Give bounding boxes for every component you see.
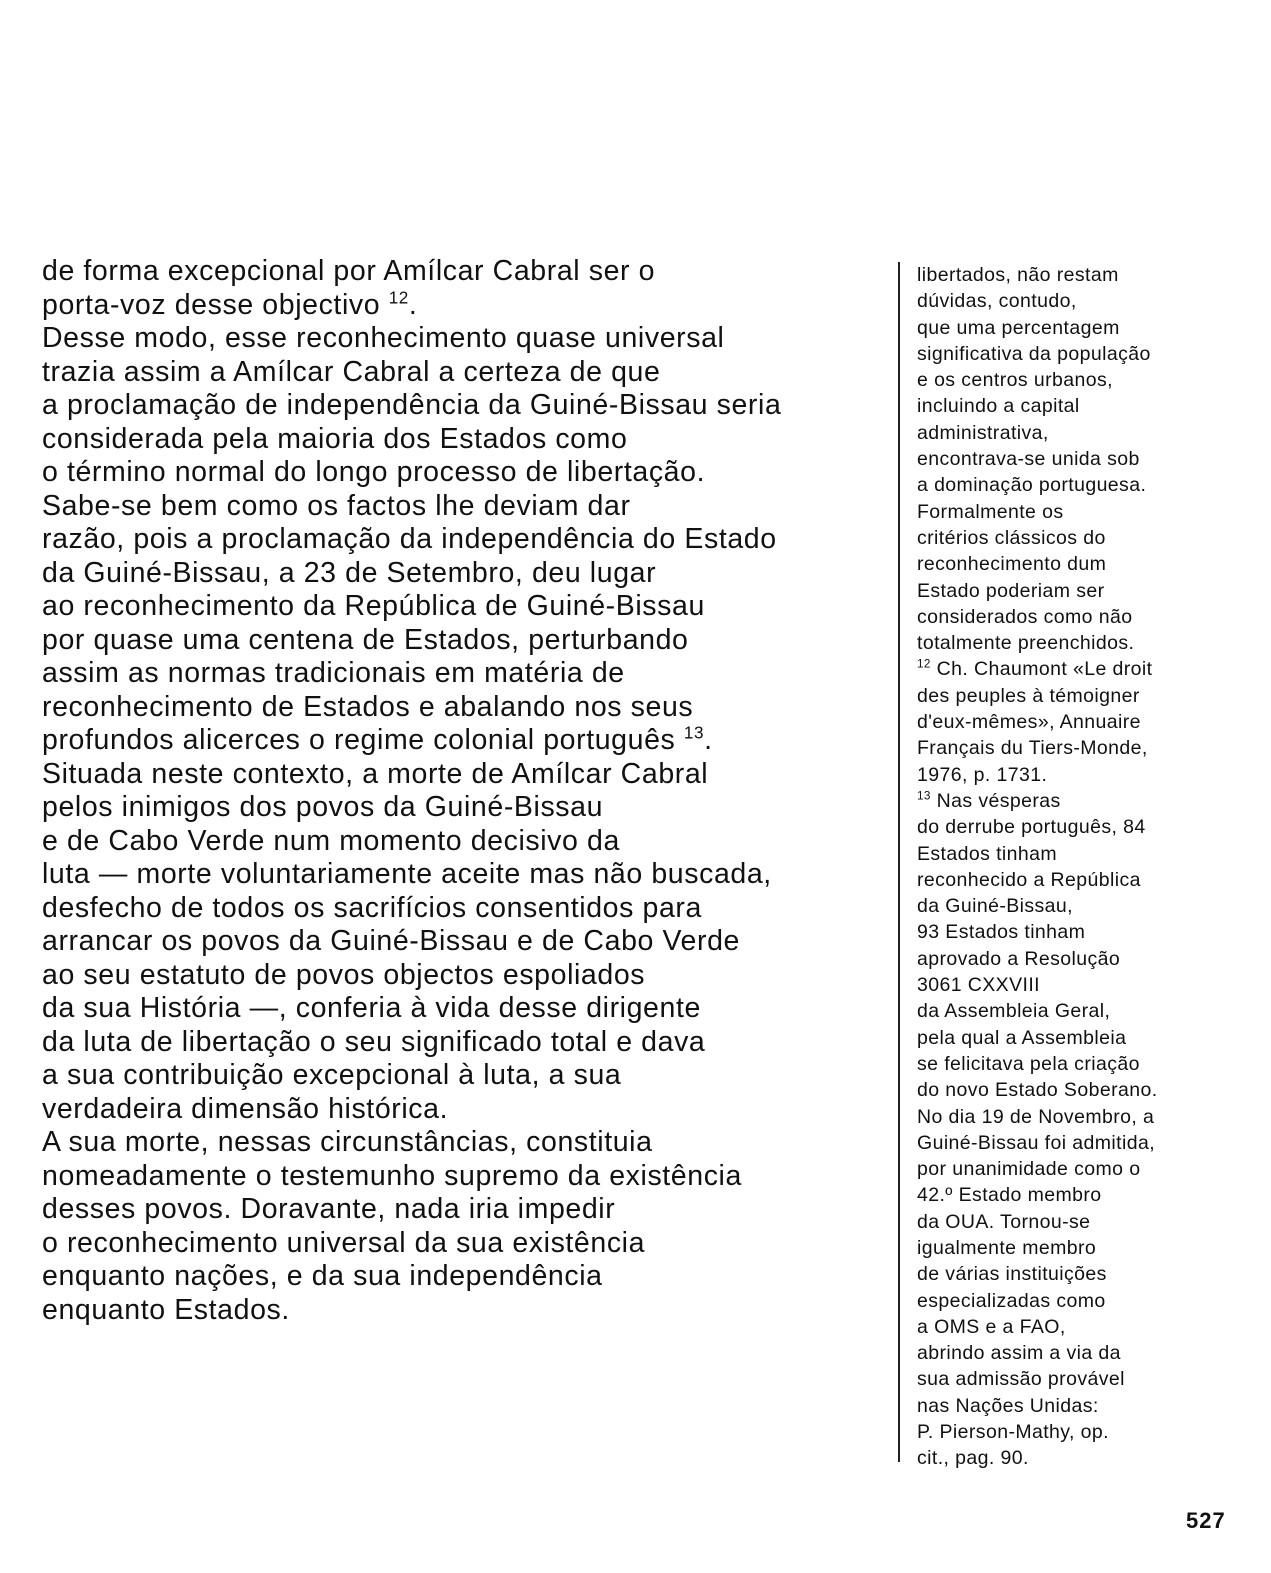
note-line: Français du Tiers-Monde, [917,737,1148,760]
text-line: pelos inimigos dos povos da Guiné-Bissau [42,791,604,823]
text-line: A sua morte, nessas circunstâncias, constituia [42,1126,653,1158]
text-line: reconhecimento de Estados e abalando nos seus [42,690,694,723]
column-divider [898,262,900,1462]
text-line: ao reconhecimento da República de Guiné-Bissau [42,590,705,622]
text-line: verdadeira dimensão histórica. [42,1092,449,1125]
note-line: des peuples à témoigner [917,684,1140,707]
note-line: encontrava-se unida sob [917,448,1140,471]
text-line: arrancar os povos da Guiné-Bissau e de Cabo Verde [42,925,740,957]
text-line: Desse modo, esse reconhecimento quase universal [42,322,725,354]
note-line: dúvidas, contudo, [917,290,1077,313]
note-line: 3061 CXXVIII [917,974,1040,997]
footnote-label-13: 13 [917,789,931,803]
footnote-ref-13: 13 [683,723,705,743]
note-line: pela qual a Assembleia [917,1026,1127,1049]
text-line: e de Cabo Verde num momento decisivo da [42,824,620,857]
text-line: enquanto nações, e da sua independência [42,1260,603,1292]
note-line: $^{13}$ Nas vésperas [917,789,1061,812]
text-line: enquanto Estados. [42,1293,290,1326]
text-line: da sua História —, conferia à vida desse dirigente [42,992,701,1024]
text-line: considerada pela maioria dos Estados como [42,422,628,455]
note-line: reconhecido a República [917,868,1141,891]
note-line: se felicitava pela criação [917,1052,1140,1075]
note-line: a dominação portuguesa. [917,474,1147,497]
text-line: desses povos. Doravante, nada iria impedir [42,1193,616,1225]
page-number: 527 [1186,1508,1226,1533]
text-line: profundos alicerces o regime colonial português $^{13}$. [42,723,713,756]
note-line: 42.º Estado membro [917,1184,1102,1207]
note-line: da Assembleia Geral, [917,1000,1111,1023]
note-line: e os centros urbanos, [917,369,1113,392]
text-line: o término normal do longo processo de libertação. [42,456,706,488]
note-line: reconhecimento dum [917,553,1107,576]
note-line: considerados como não [917,605,1133,628]
note-line: do novo Estado Soberano. [917,1079,1158,1102]
text-line: Sabe-se bem como os factos lhe deviam dar [42,489,631,522]
note-line: abrindo assim a via da [917,1342,1121,1365]
note-line: P. Pierson-Mathy, op. [917,1421,1109,1444]
note-line: a OMS e a FAO, [917,1315,1066,1338]
text-line: de forma excepcional por Amílcar Cabral ser o [42,255,656,287]
text-line: luta — morte voluntariamente aceite mas não buscada, [42,858,772,890]
text-line: porta-voz desse objectivo $^{12}$. [42,288,418,321]
note-line: do derrube português, 84 [917,816,1146,839]
text-line: nomeadamente o testemunho supremo da existência [42,1159,742,1192]
note-line: $^{12}$ Ch. Chaumont «Le droit [917,657,1153,681]
text-line: trazia assim a Amílcar Cabral a certeza de que [42,355,661,388]
note-line: libertados, não restam [917,264,1119,286]
text-line: da luta de libertação o seu significado total e dava [42,1025,706,1058]
main-text-column [42,255,892,1327]
note-line: No dia 19 de Novembro, a [917,1105,1155,1128]
text-line: o reconhecimento universal da sua existência [42,1226,646,1259]
note-line: incluindo a capital [917,395,1080,418]
note-line: 93 Estados tinham [917,921,1086,944]
text-line: a proclamação de independência da Guiné-Bissau seria [42,389,782,421]
note-line: sua admissão provável [917,1368,1125,1391]
text-line: da Guiné-Bissau, a 23 de Setembro, deu lugar [42,556,657,589]
text-line: desfecho de todos os sacrifícios consentidos para [42,891,702,924]
note-line: nas Nações Unidas: [917,1394,1099,1417]
note-line: totalmente preenchidos. [917,632,1135,655]
text-line: a sua contribuição excepcional à luta, a sua [42,1059,622,1091]
text-line: assim as normas tradicionais em matéria de [42,657,625,689]
note-line: especializadas como [917,1289,1106,1312]
note-line: da OUA. Tornou-se [917,1210,1091,1233]
note-line: critérios clássicos do [917,526,1106,549]
note-line: Estado poderiam ser [917,579,1105,602]
note-line: igualmente membro [917,1236,1097,1259]
note-line: 1976, p. 1731. [917,763,1048,786]
footnote-ref-12: 12 [388,288,409,307]
footnotes-column [917,262,1247,1472]
note-line: que uma percentagem [917,316,1120,339]
note-line: de várias instituições [917,1263,1107,1286]
note-line: aprovado a Resolução [917,947,1121,970]
footnote-label-12: 12 [917,657,931,671]
text-line: por quase uma centena de Estados, perturbando [42,623,689,656]
note-line: d'eux-mêmes», Annuaire [917,711,1141,734]
text-line: ao seu estatuto de povos objectos espoliados [42,958,646,991]
note-line: por unanimidade como o [917,1158,1141,1181]
note-line: significativa da população [917,342,1151,365]
note-line: Estados tinham [917,842,1058,865]
note-line: cit., pag. 90. [917,1447,1029,1470]
text-line: razão, pois a proclamação da independência do Estado [42,523,777,555]
note-line: da Guiné-Bissau, [917,895,1073,918]
note-line: Formalmente os [917,500,1064,523]
note-line: Guiné-Bissau foi admitida, [917,1131,1156,1154]
note-line: administrativa, [917,421,1049,444]
text-line: Situada neste contexto, a morte de Amílcar Cabral [42,757,709,790]
